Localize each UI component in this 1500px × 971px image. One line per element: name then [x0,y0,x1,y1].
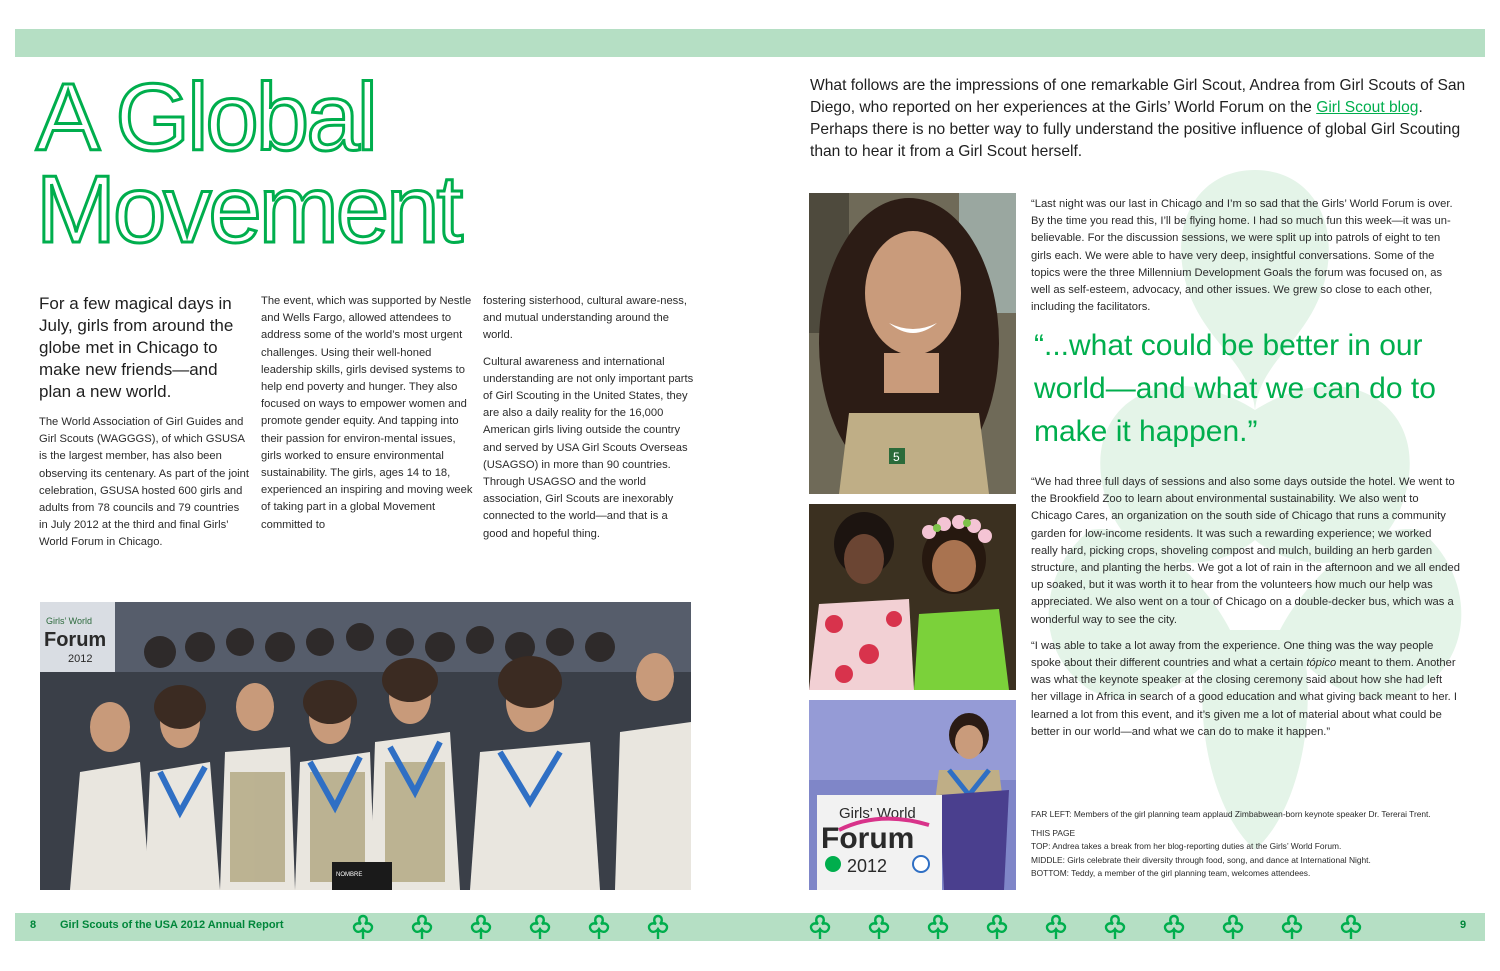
girl-scout-blog-link[interactable]: Girl Scout blog [1316,99,1419,116]
trefoil-icon [1218,912,1248,942]
banner-year-text: 2012 [68,653,93,665]
intro-text-after: . Perhaps there is no better way to fully understand the positive influence of global Girl Scouting than to hear it from a Girl Scout herself. [810,99,1461,160]
column-3-paragraph-1: fostering sisterhood, cultural aware-ness, and mutual understanding around the world. [483,295,687,342]
intro-text-before: What follows are the impressions of one remarkable Girl Scout, Andrea from Girl Scouts of San Diego, who reported on her experiences at the Girls’ World Forum on the [810,77,1466,116]
caption-middle: MIDDLE: Girls celebrate their diversity through food, song, and dance at International Night. [1031,854,1371,865]
page-title [36,64,556,263]
caption-top: TOP: Andrea takes a break from her blog-reporting duties at the Girls’ World Forum. [1031,841,1342,851]
banner-big-text: Forum [44,629,107,651]
intro-paragraph [810,75,1470,163]
card-text: NOMBRE [336,872,363,878]
blog-quote-2: “We had three full days of sessions and also some days outside the hotel. We went to the Brookfield Zoo to learn about environmental sustainability. We also went to Chicago Cares, an organization on the south side of Chicago that runs a community garden for low-income residents. It was such a rewarding experience; we worked really hard, picking crops, shoveling compost and mulch, building an herb garden structure, and planting the herbs. We got a lot of rain in the afternoon and we all ended up soaked, but it was worth it to hear from the volunteers how much our help was appreciated. We also went on a tour of Chicago on a double-decker bus, which was a wonderful way to see the city. [1031,476,1460,626]
trefoil-icon [525,912,555,942]
trefoil-icon [982,912,1012,942]
quote-3-italic: tópico [1306,657,1337,670]
footer-trefoil-row-left [348,912,702,944]
banner-small-text: Girls’ World [46,616,93,626]
lead-paragraph: For a few magical days in July, girls from around the globe met in Chicago to make new friends—and plan a new world. [39,294,234,401]
trefoil-icon [1041,912,1071,942]
trefoil-icon [407,912,437,942]
footer-trefoil-row-right [805,912,1395,944]
photo-captions [1031,808,1461,881]
trefoil-icon [643,912,673,942]
trefoil-icon [864,912,894,942]
trefoil-icon [1159,912,1189,942]
footer-report-title: Girl Scouts of the USA 2012 Annual Report [60,919,284,931]
trefoil-icon [466,912,496,942]
sign-line-1: Girls' World [839,805,916,822]
title-line-2: Movement [36,156,461,263]
blog-quote-continued [1031,474,1461,750]
blog-quote-3 [1031,638,1461,741]
photo-speaker-podium [809,700,1016,890]
body-column-3 [483,293,695,552]
trefoil-icon [923,912,953,942]
page-number-right: 9 [1460,919,1467,931]
sign-line-2: Forum [821,822,915,855]
body-column-2 [261,293,473,543]
caption-bottom: BOTTOM: Teddy, a member of the girl planning team, welcomes attendees. [1031,868,1311,878]
title-line-1: A Global [36,64,375,171]
caption-this-page: THIS PAGE [1031,827,1076,838]
trefoil-icon [584,912,614,942]
pull-quote: “...what could be better in our world—and what we can do to make it happen.” [1034,329,1436,448]
badge-text: 5 [893,450,900,464]
photo-andrea-portrait [809,193,1016,494]
trefoil-icon [805,912,835,942]
trefoil-icon [348,912,378,942]
top-color-band [15,29,1485,57]
photo-international-night [809,504,1016,690]
trefoil-icon [1336,912,1366,942]
quote-3-before: “I was able to take a lot away from the experience. One thing was the way people spoke about their different countries and what a certain [1031,639,1434,670]
column-1-text: The World Association of Girl Guides and Girl Scouts (WAGGGS), of which GSUSA is the largest member, has also been observing its centenary. As part of the joint celebration, GSUSA hosted 600 girls and adults from 78 councils and 79 countries in July 2012 at the third and final Girls’ World Forum in Chicago. [39,416,249,549]
photo-audience-applauding [40,602,691,890]
caption-far-left: FAR LEFT: Members of the girl planning team applaud Zimbabwean-born keynote speaker Dr. Tererai Trent. [1031,809,1431,819]
column-3-paragraph-2: Cultural awareness and international understanding are not only important parts of Girl Scouting in the United States, they are also a daily reality for the 16,000 American girls living outside the country and served by USA Girl Scouts Overseas (USAGSO) in more than 90 countries. Through USAGSO and the world association, Girl Scouts are inexorably connected to the world—and that is a good and hopeful thing. [483,355,694,540]
trefoil-icon [1100,912,1130,942]
quote-3-after: meant to them. Another was what the keynote speaker at the closing ceremony said about how she had left her village in Africa in search of a good education and what giving back meant to her. I learned a lot from this event, and it’s given me a lot of material about what could be better in our world—and what we can do to make it happen.” [1031,657,1458,738]
column-2-text: The event, which was supported by Nestle and Wells Fargo, allowed attendees to address some of the world’s most urgent challenges. Using their well-honed leadership skills, girls devised systems to help end poverty and hunger. They also focused on ways to empower women and promote gender equity. And tapping into their passion for environ-mental issues, girls worked to ensure environmental sustainability. The girls, ages 14 to 18, experienced an inspiring and moving week of taking part in a global Movement committed to [261,295,473,531]
blog-quote-1: “Last night was our last in Chicago and I’m so sad that the Girls’ World Forum is over. By the time you read this, I’ll be flying home. I had so much fun this week—it was un-believable. For the discussion sessions, we were split up into patrols of eight to ten girls each. We were able to have very deep, insightful conversations. Some of the topics were the three Millennium Development Goals the forum was focused on, as well as self-esteem, advocacy, and other issues. We grew so close to each other, including the facilitators. [1031,198,1453,314]
trefoil-icon [1277,912,1307,942]
page-number-left: 8 [30,919,37,931]
body-column-1 [39,414,249,561]
sign-line-3: 2012 [847,856,888,876]
